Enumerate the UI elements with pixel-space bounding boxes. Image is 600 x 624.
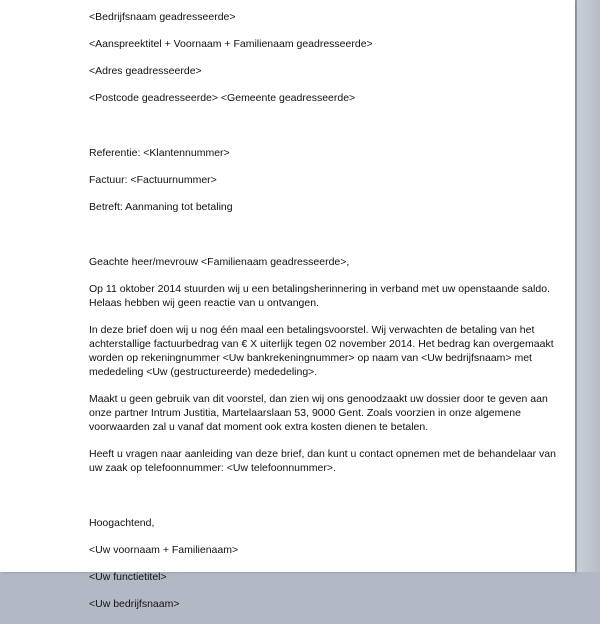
subject-line: Betreft: Aanmaning tot betaling: [89, 201, 233, 213]
addressee-address: <Adres geadresseerde>: [89, 65, 202, 77]
signature-name: <Uw voornaam + Familienaam>: [89, 544, 239, 556]
letter-body[interactable]: [89, 10, 559, 624]
addressee-name: <Aanspreektitel + Voornaam + Familienaam geadresseerde>: [89, 38, 373, 50]
body-paragraph: Maakt u geen gebruik van dit voorstel, dan zien wij ons genoodzaakt uw dossier door te geven aan onze partner Intrum Justitia, Martelaarslaan 53, 9000 Gent. Zoals voorzien in onze algemene voorwaarden zal u vanaf dat moment ook extra kosten dienen te betalen.: [89, 393, 548, 433]
signature-company: <Uw bedrijfsnaam>: [89, 598, 180, 610]
invoice-line: Factuur: <Factuurnummer>: [89, 174, 217, 186]
spacer: [89, 502, 559, 516]
salutation: Geachte heer/mevrouw <Familienaam geadresseerde>,: [89, 256, 350, 268]
closing: Hoogachtend,: [89, 517, 155, 529]
signature-title: <Uw functietitel>: [89, 571, 167, 583]
addressee-company: <Bedrijfsnaam geadresseerde>: [89, 11, 236, 23]
spacer: [89, 227, 559, 241]
spacer: [89, 118, 559, 132]
reference-line: Referentie: <Klantennummer>: [89, 147, 230, 159]
spacer: [89, 488, 559, 502]
spacer: [89, 132, 559, 146]
spacer: [89, 241, 559, 255]
scroll-gutter[interactable]: [577, 0, 600, 572]
body-paragraph: In deze brief doen wij u nog één maal een betalingsvoorstel. Wij verwachten de betaling van het achterstallige factuurbedrag van € X uiterlijk tegen 02 november 2014. Het bedrag kan overgemaakt worden op rekeningnummer <Uw bankrekeningnummer> op naam van <Uw bedrijfsnaam> met mededeling <Uw (gestructureerde) mededeling>.: [89, 324, 554, 378]
addressee-postcode-city: <Postcode geadresseerde> <Gemeente geadresseerde>: [89, 92, 356, 104]
body-paragraph: Op 11 oktober 2014 stuurden wij u een betalingsherinnering in verband met uw openstaande saldo. Helaas hebben wij geen reactie van u ontvangen.: [89, 283, 550, 309]
body-paragraph: Heeft u vragen naar aanleiding van deze brief, dan kunt u contact opnemen met de behandelaar van uw zaak op telefoonnummer: <Uw telefoonnummer>.: [89, 448, 556, 474]
